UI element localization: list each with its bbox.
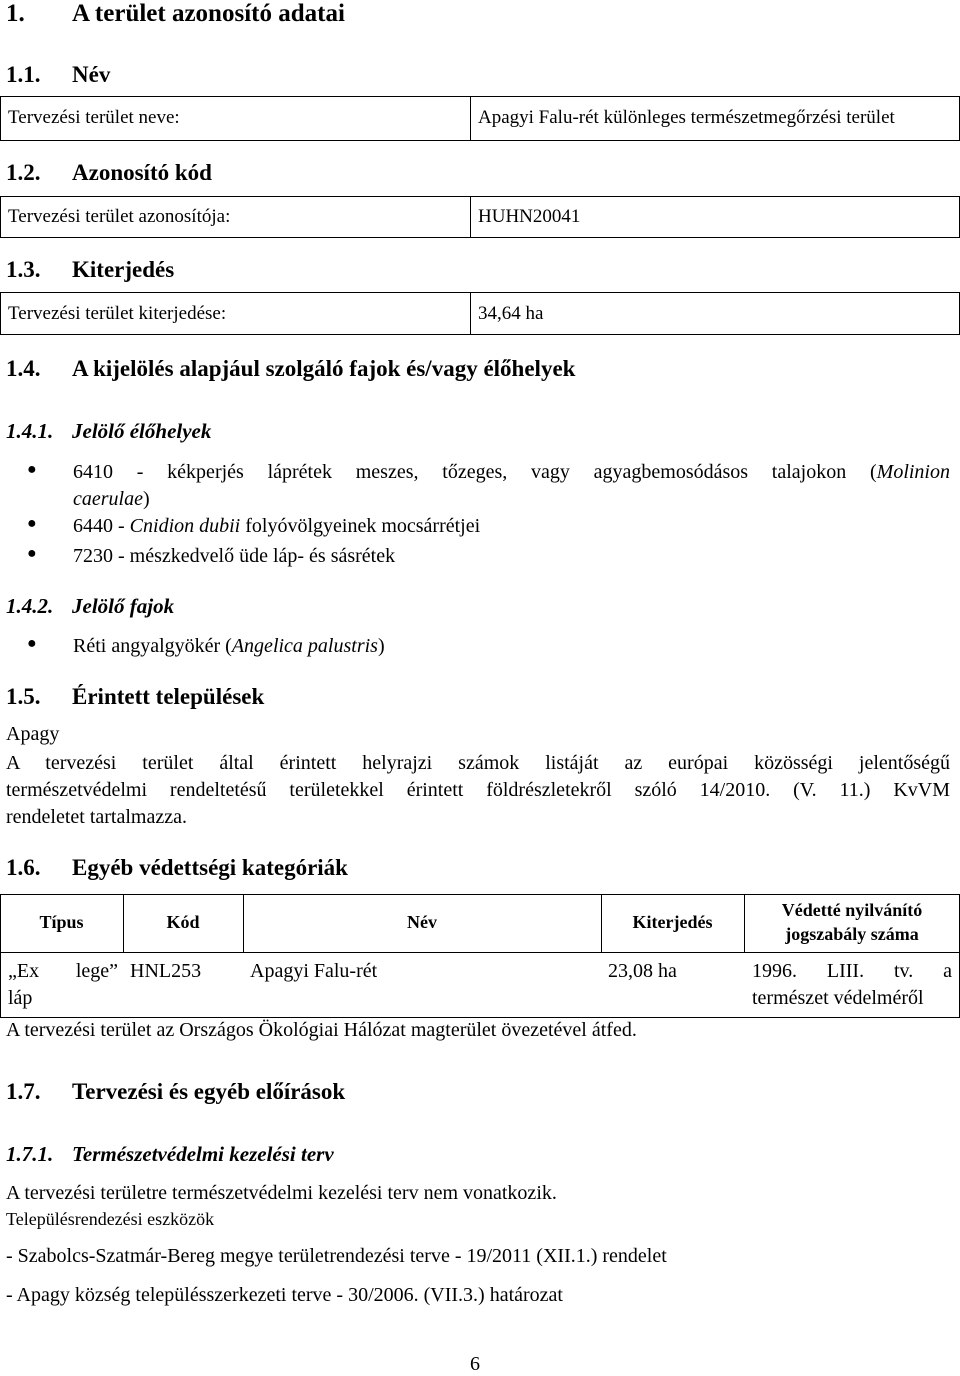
code-label: Tervezési terület azonosítója: — [8, 206, 231, 227]
code-value: HUHN20041 — [478, 206, 581, 227]
name-table-divider — [470, 96, 471, 141]
habitat-list-item: ● 7230 - mészkedvelő üde láp- és sásrétek — [27, 545, 396, 567]
table-cell-extent: 23,08 ha — [608, 960, 677, 982]
section-number: 1.7.1. — [6, 1142, 54, 1166]
section-title: Név — [72, 62, 111, 87]
section-1-3-heading — [6, 257, 174, 283]
section-number: 1. — [6, 0, 25, 27]
section-number: 1.4. — [6, 356, 41, 381]
section-title: Azonosító kód — [72, 160, 212, 185]
section-1-7-1-heading — [6, 1142, 334, 1167]
bullet-icon: ● — [27, 635, 37, 652]
section-number: 1.3. — [6, 257, 41, 282]
settlement-name: Apagy — [6, 723, 60, 745]
section-number: 1.5. — [6, 684, 41, 709]
column-header-name: Név — [407, 912, 437, 932]
table-cell-type: láp — [8, 987, 33, 1009]
protection-table-header-bottom — [0, 952, 960, 953]
habitat-line: 6410 - kékperjés láprétek meszes, tőzeges, vagy agyagbemosódásos talajokon (Molinion — [73, 461, 950, 483]
section-title: Jelölő fajok — [72, 594, 175, 618]
section-1-4-2-heading — [6, 594, 174, 619]
section-1-1-heading — [6, 62, 110, 88]
section-title: Természetvédelmi kezelési terv — [72, 1142, 334, 1166]
section-title: A kijelölés alapjául szolgáló fajok és/vagy élőhelyek — [72, 356, 576, 381]
section-1-6-heading — [6, 855, 348, 881]
column-header-type: Típus — [39, 912, 84, 932]
bullet-icon: ● — [27, 545, 37, 562]
column-header-law: Védetté nyilvánító — [781, 900, 923, 920]
tools-list-item: - Szabolcs-Szatmár-Bereg megye területrendezési terve - 19/2011 (XII.1.) rendelet — [6, 1245, 667, 1267]
column-header-extent: Kiterjedés — [632, 912, 713, 932]
column-header-law: jogszabály száma — [785, 924, 919, 944]
species-list-item: ● Réti angyalgyökér (Angelica palustris) — [27, 635, 385, 657]
paragraph-line: természetvédelmi rendeltetésű területekkel érintett földrészletekről szóló 14/2010. (V. 11.) KvVM — [6, 779, 950, 801]
name-value: Apagyi Falu-rét különleges természetmegőrzési terület — [478, 107, 895, 128]
section-title: Jelölő élőhelyek — [72, 419, 212, 443]
section-1-5-heading — [6, 684, 264, 710]
table-cell-name: Apagyi Falu-rét — [250, 960, 378, 982]
habitat-list-item: ● 6440 - Cnidion dubii folyóvölgyeinek mocsárrétjei — [27, 515, 481, 537]
section-number: 1.4.1. — [6, 419, 54, 443]
section-1-4-1-heading — [6, 419, 211, 444]
table-cell-code: HNL253 — [130, 960, 202, 982]
extent-value: 34,64 ha — [478, 303, 544, 324]
habitat-list-item — [27, 461, 950, 511]
table-cell-law: 1996. LIII. tv. a — [752, 960, 952, 982]
tools-list-item: - Apagy község településszerkezeti terve - 30/2006. (VII.3.) határozat — [6, 1284, 563, 1306]
section-title: Tervezési és egyéb előírások — [72, 1079, 346, 1104]
section-number: 1.2. — [6, 160, 41, 185]
section-1-7-heading — [6, 1079, 345, 1105]
section-title: Érintett települések — [72, 684, 265, 709]
code-table-divider — [470, 196, 471, 238]
extent-label: Tervezési terület kiterjedése: — [8, 303, 227, 324]
tools-heading: Településrendezési eszközök — [6, 1209, 215, 1229]
section-title: Kiterjedés — [72, 257, 175, 282]
section-title: A terület azonosító adatai — [72, 0, 345, 27]
plan-note: A tervezési területre természetvédelmi kezelési terv nem vonatkozik. — [6, 1182, 557, 1204]
page-number: 6 — [470, 1353, 480, 1375]
extent-table-divider — [470, 292, 471, 335]
section-number: 1.6. — [6, 855, 41, 880]
section-1-4-heading — [6, 356, 575, 382]
table-cell-law: természet védelméről — [752, 987, 924, 1009]
section-1-2-heading — [6, 160, 212, 186]
name-label: Tervezési terület neve: — [8, 107, 180, 128]
bullet-icon: ● — [27, 461, 37, 478]
section-1-heading — [6, 0, 345, 28]
habitat-line: caerulae) — [73, 488, 150, 510]
paragraph-line: rendeletet tartalmazza. — [6, 806, 187, 828]
column-header-code: Kód — [166, 912, 200, 932]
section-title: Egyéb védettségi kategóriák — [72, 855, 348, 880]
section-number: 1.1. — [6, 62, 41, 87]
paragraph-line: A tervezési terület által érintett helyrajzi számok listáját az európai közösségi jelentőségű — [6, 752, 950, 774]
section-number: 1.7. — [6, 1079, 41, 1104]
section-number: 1.4.2. — [6, 594, 54, 618]
network-note: A tervezési terület az Országos Ökológiai Hálózat magterület övezetével átfed. — [6, 1019, 637, 1041]
table-cell-type: „Ex lege” — [8, 960, 118, 982]
bullet-icon: ● — [27, 515, 37, 532]
